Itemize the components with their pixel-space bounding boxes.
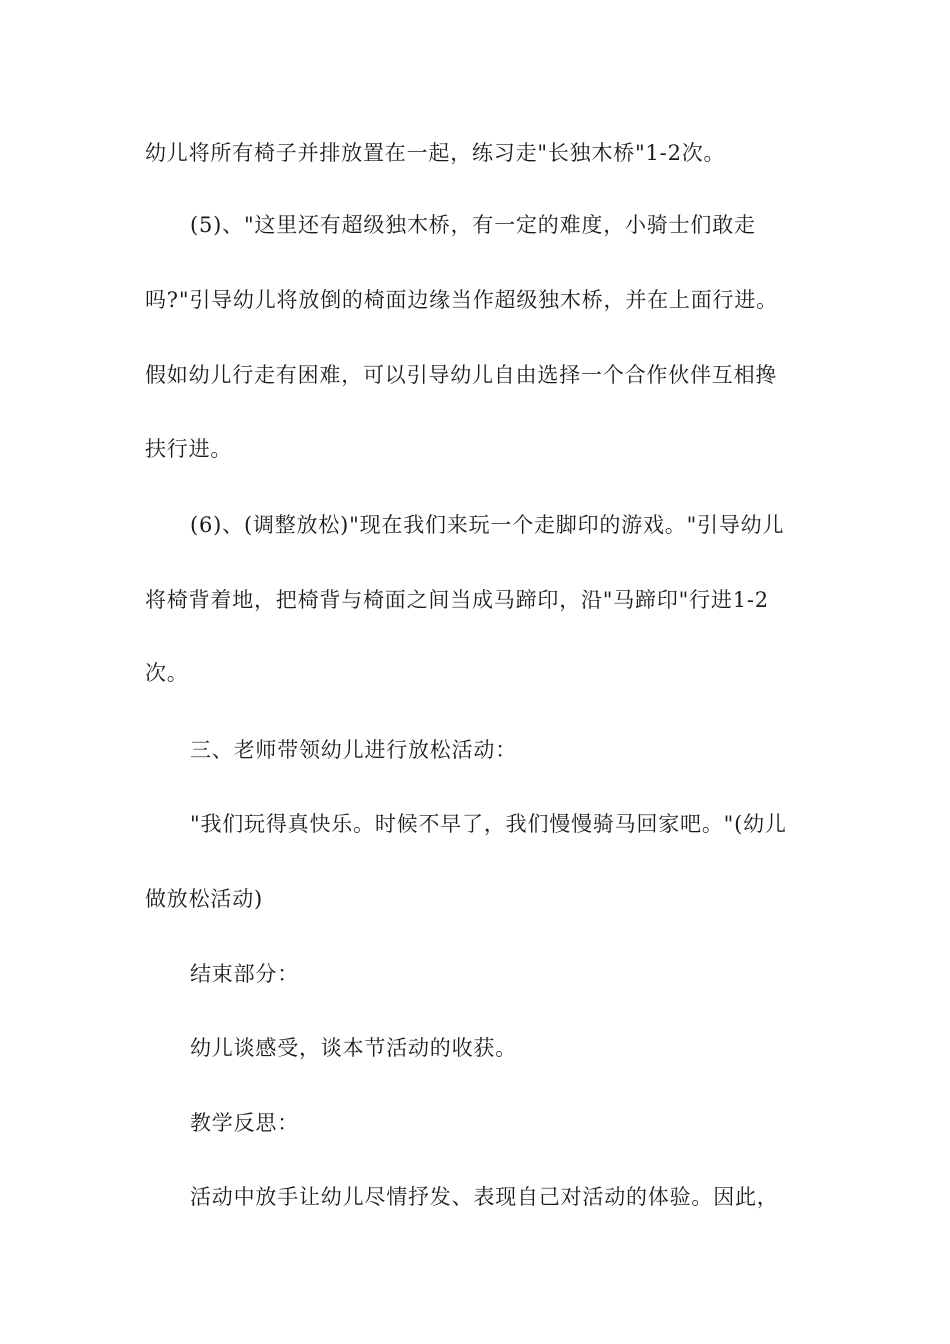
text-line: "我们玩得真快乐。时候不早了，我们慢慢骑马回家吧。"(幼儿 xyxy=(190,812,787,836)
section-heading: 教学反思： xyxy=(190,1111,299,1135)
text-line: 幼儿谈感受，谈本节活动的收获。 xyxy=(190,1036,517,1060)
section-heading: 结束部分： xyxy=(190,962,299,986)
text-line: 次。 xyxy=(145,661,189,685)
text-line: 扶行进。 xyxy=(145,437,233,461)
text-line: 做放松活动) xyxy=(145,887,263,911)
text-line: 活动中放手让幼儿尽情抒发、表现自己对活动的体验。因此， xyxy=(190,1185,779,1209)
text-line: (5)、"这里还有超级独木桥，有一定的难度，小骑士们敢走 xyxy=(190,213,756,237)
section-heading: 三、老师带领幼儿进行放松活动： xyxy=(190,738,517,762)
text-line: 假如幼儿行走有困难，可以引导幼儿自由选择一个合作伙伴互相搀 xyxy=(145,363,778,387)
text-line: 吗?"引导幼儿将放倒的椅面边缘当作超级独木桥，并在上面行进。 xyxy=(145,288,778,312)
text-line: 将椅背着地，把椅背与椅面之间当成马蹄印，沿"马蹄印"行进1-2 xyxy=(145,588,769,612)
text-line: (6)、(调整放松)"现在我们来玩一个走脚印的游戏。"引导幼儿 xyxy=(190,513,785,537)
text-line: 幼儿将所有椅子并排放置在一起，练习走"长独木桥"1-2次。 xyxy=(145,141,726,165)
